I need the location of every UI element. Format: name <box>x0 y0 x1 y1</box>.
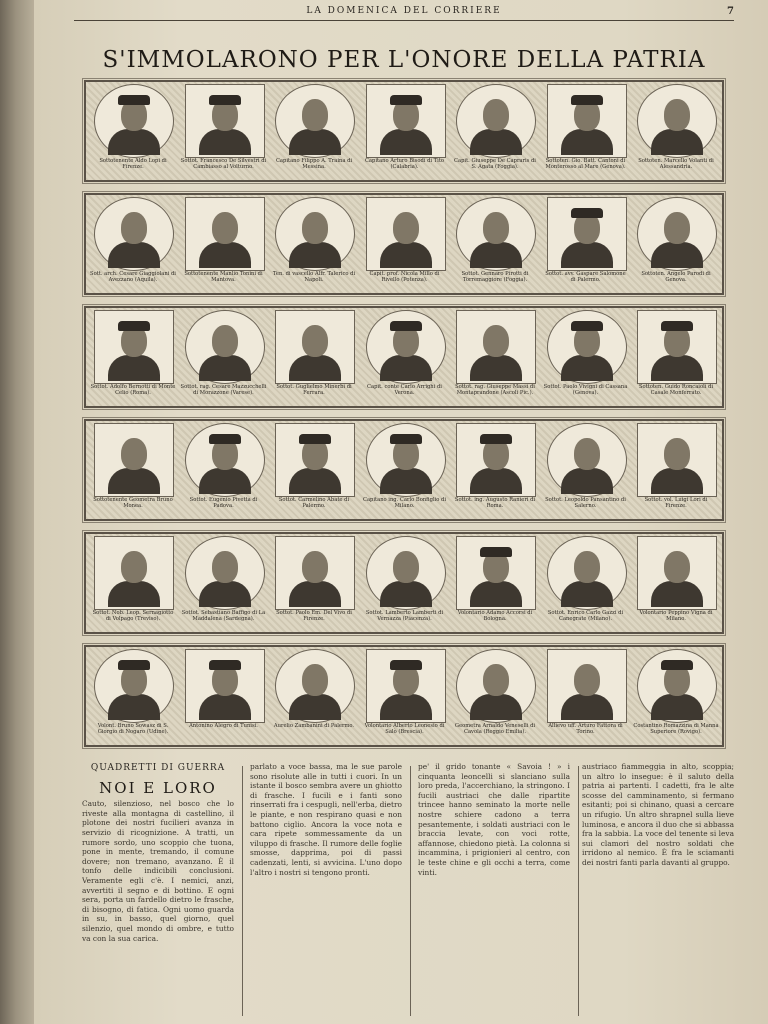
portrait-caption: Sottotenente Manlio Tonini di Mantova. <box>184 271 263 284</box>
portrait-cap <box>571 321 603 331</box>
portrait-caption: Sottoten. Guido Roncaioli di Casale Monferrato. <box>638 384 714 397</box>
portrait-body <box>380 355 432 381</box>
portrait-photo <box>185 84 265 158</box>
portrait-photo <box>94 310 174 384</box>
portrait-cap <box>209 95 241 105</box>
portrait-photo <box>547 536 627 610</box>
portrait-body <box>470 581 522 607</box>
portrait-caption: Volont. Bruno Sowasz di S. Giorgio di Nogaro (Udine). <box>97 723 169 736</box>
portrait-cell <box>543 649 629 743</box>
portrait-photo <box>366 84 446 158</box>
portrait-body <box>561 242 613 268</box>
portrait-caption: Volontario Alberto Leonesio di Salò (Brescia). <box>364 723 445 736</box>
portrait-cell <box>452 197 538 291</box>
column-divider <box>242 766 243 1016</box>
portrait-photo <box>637 536 717 610</box>
portrait-row <box>84 193 724 295</box>
portrait-body <box>651 129 703 155</box>
portrait-caption: Sottot. Paolo Em. Del Vivo di Firenze. <box>276 610 352 623</box>
portrait-cell <box>90 536 176 630</box>
portrait-cell <box>362 197 448 291</box>
portrait-cell <box>181 84 267 178</box>
portrait-caption: Capit. conte Carlo Arrighi di Verona. <box>367 384 442 397</box>
portrait-head <box>121 438 147 470</box>
portrait-cap <box>299 434 331 444</box>
portrait-body <box>199 694 251 720</box>
portrait-row <box>84 419 724 521</box>
portrait-cap <box>480 434 512 444</box>
portrait-photo <box>275 197 355 271</box>
portrait-cell <box>90 649 176 743</box>
portrait-photo <box>185 423 265 497</box>
portrait-photo <box>94 423 174 497</box>
portrait-cell <box>452 84 538 178</box>
portrait-caption: Capitano Arturo Bisodi di Tito (Calabria). <box>364 158 445 171</box>
portrait-head <box>393 212 419 244</box>
portrait-photo <box>637 197 717 271</box>
portrait-cap <box>118 321 150 331</box>
portrait-photo <box>94 536 174 610</box>
portrait-head <box>574 551 600 583</box>
portrait-caption: Geometra Arnaldo Veneselli di Cavola (Reggio Emilia). <box>454 723 536 736</box>
portrait-body <box>561 129 613 155</box>
portrait-cell <box>271 536 357 630</box>
portrait-head <box>574 664 600 696</box>
portrait-body <box>380 242 432 268</box>
masthead: LA DOMENICA DEL CORRIERE <box>306 6 502 16</box>
portrait-body <box>470 242 522 268</box>
portrait-cell <box>362 536 448 630</box>
portrait-cap <box>390 95 422 105</box>
portrait-head <box>302 551 328 583</box>
portrait-body <box>470 468 522 494</box>
portrait-cell <box>452 310 538 404</box>
portrait-head <box>393 551 419 583</box>
portrait-photo <box>366 310 446 384</box>
portrait-body <box>108 242 160 268</box>
portrait-head <box>483 212 509 244</box>
portrait-body <box>380 581 432 607</box>
portrait-photo <box>637 310 717 384</box>
portrait-photo <box>94 649 174 723</box>
portrait-body <box>651 694 703 720</box>
portrait-photo <box>547 310 627 384</box>
portrait-head <box>664 438 690 470</box>
portrait-cap <box>571 95 603 105</box>
portrait-row <box>84 645 724 747</box>
portrait-cell <box>181 197 267 291</box>
portrait-body <box>199 129 251 155</box>
article-text: austriaco fiammeggia in alto, scoppia; un altro lo insegue: è il saluto della patria ai partenti. I cadetti, fra le alte scosse del camminamento, si fermano esitanti; poi si chinano, quasi a cercare un rifugio. Un altro shrapnel sulla lieve luminosa, e ancora il duo che si abbassa fra la sabbia. La voce del tenente si leva sui clamori del nostro soldati che irridono al nemico. È fra le sciamanti dei nostri fanti parla davanti al gruppo. <box>582 762 734 867</box>
portrait-cell <box>543 197 629 291</box>
portrait-head <box>121 551 147 583</box>
portrait-caption: Capit. Giuseppe De Capraris di S. Agata (Foggia). <box>454 158 536 171</box>
portrait-body <box>561 355 613 381</box>
portrait-caption: Volontario Adamo Accorsi di Bologna. <box>457 610 533 623</box>
portrait-cell <box>90 197 176 291</box>
portrait-photo <box>456 84 536 158</box>
portrait-cell <box>543 84 629 178</box>
article-column-3 <box>418 762 570 1024</box>
newspaper-page <box>34 0 768 1024</box>
portrait-caption: Sottot. Adolfo Bernotti di Monte Celio (Roma). <box>90 384 176 397</box>
portrait-caption: Sottot. Eugenio Pivetta di Padova. <box>189 497 258 510</box>
portrait-body <box>199 468 251 494</box>
portrait-photo <box>366 197 446 271</box>
portrait-photo <box>275 310 355 384</box>
portrait-head <box>574 438 600 470</box>
portrait-caption: Volontario Peppino Vigna di Milano. <box>639 610 713 623</box>
portrait-cap <box>661 321 693 331</box>
portrait-photo <box>366 423 446 497</box>
column-divider <box>578 766 579 1016</box>
portrait-cell <box>181 536 267 630</box>
portrait-body <box>199 242 251 268</box>
portrait-photo <box>456 649 536 723</box>
portrait-photo <box>637 649 717 723</box>
page-number: 7 <box>727 6 734 17</box>
portrait-body <box>289 355 341 381</box>
portrait-cell <box>181 310 267 404</box>
portrait-photo <box>185 310 265 384</box>
portrait-body <box>380 694 432 720</box>
portrait-cell <box>543 423 629 517</box>
article-text: pe' il grido tonante « Savoia ! » i cinquanta leoncelli si slanciano sulla loro preda, l'accerchiano, la stringono. I fucili austriaci che dalle ripartite trincee hanno seminato la morte nelle nostre schiere cadono a terra pesantemente, i soldati austriaci con le braccia levate, con voci rotte, affannose, chiedono pietà. La colonna si incammina, i prigionieri al centro, con le teste chine e gli occhi a terra, come vinti. <box>418 762 570 877</box>
portrait-cell <box>271 649 357 743</box>
portrait-body <box>470 355 522 381</box>
portrait-photo <box>185 536 265 610</box>
portrait-cap <box>118 95 150 105</box>
portrait-caption: Sottot. rag. Cesare Mazzucchelli di Morazzone (Varese). <box>180 384 267 397</box>
portrait-cell <box>543 536 629 630</box>
portrait-body <box>470 129 522 155</box>
page-title: S'IMMOLARONO PER L'ONORE DELLA PATRIA <box>102 47 706 74</box>
portrait-caption: Allievo uff. Arturo Fattora di Torino. <box>548 723 623 736</box>
portrait-caption: Antonino Alegro di Tunisi. <box>189 723 258 729</box>
portrait-body <box>380 129 432 155</box>
portrait-photo <box>366 536 446 610</box>
portrait-cell <box>90 310 176 404</box>
portrait-cap <box>209 660 241 670</box>
portrait-head <box>121 212 147 244</box>
portrait-head <box>483 325 509 357</box>
portrait-cell <box>90 84 176 178</box>
portrait-body <box>108 468 160 494</box>
portrait-body <box>199 355 251 381</box>
portrait-body <box>651 355 703 381</box>
portrait-body <box>561 581 613 607</box>
portrait-photo <box>366 649 446 723</box>
portrait-caption: Sottotenente Geometra Bruno Monea. <box>93 497 173 510</box>
portrait-head <box>664 551 690 583</box>
portrait-body <box>561 694 613 720</box>
portrait-photo <box>547 197 627 271</box>
portrait-cell <box>633 536 719 630</box>
portrait-caption: Sottot. Carmelino Abate di Palermo. <box>278 497 350 510</box>
article-column-4 <box>582 762 734 1024</box>
portrait-caption: Sottot. Leopoldo Pansantino di Salerno. <box>545 497 626 510</box>
portrait-row <box>84 80 724 182</box>
portrait-cell <box>181 649 267 743</box>
portrait-photo <box>637 84 717 158</box>
portrait-head <box>302 664 328 696</box>
portrait-cap <box>390 321 422 331</box>
portrait-caption: Sottoten. Gio. Batt. Cantoni di Monterosso al Mare (Genova). <box>545 158 626 171</box>
portrait-photo <box>456 310 536 384</box>
portrait-cap <box>390 434 422 444</box>
portrait-photo <box>637 423 717 497</box>
portrait-caption: Costantino Romazzina di Manna Superiore (Rovigo). <box>633 723 719 736</box>
portrait-photo <box>275 423 355 497</box>
portrait-photo <box>456 197 536 271</box>
portrait-cell <box>271 310 357 404</box>
portrait-caption: Sottot. Paolo Vivigni di Cassana (Genova). <box>543 384 628 397</box>
portrait-cell <box>633 649 719 743</box>
portrait-head <box>212 551 238 583</box>
portrait-photo <box>456 536 536 610</box>
article-title: NOI E LORO <box>99 778 217 797</box>
portrait-caption: Capitano Filippo A. Traina di Messina. <box>275 158 353 171</box>
running-head <box>74 4 734 21</box>
portrait-cell <box>633 310 719 404</box>
portrait-cell <box>271 197 357 291</box>
portrait-cell <box>633 84 719 178</box>
portrait-caption: Sottot. Gennaro Pirotti di Torremaggiore (Foggia). <box>461 271 529 284</box>
portrait-row <box>84 532 724 634</box>
portrait-head <box>302 99 328 131</box>
portrait-cell <box>271 84 357 178</box>
portrait-photo <box>456 423 536 497</box>
portrait-cell <box>633 423 719 517</box>
portrait-cap <box>480 547 512 557</box>
portrait-photo <box>94 197 174 271</box>
portrait-photo <box>185 649 265 723</box>
portrait-head <box>302 212 328 244</box>
article-columns <box>82 762 734 1024</box>
portrait-cell <box>452 649 538 743</box>
portrait-head <box>302 325 328 357</box>
article-text: parlato a voce bassa, ma le sue parole sono risolute alle in tutti i cuori. In un istante il bosco sembra avere un ghiotto di frasche. I fucili e i fanti sono rinserrati fra i cespugli, nell'erba, dietro le piante, e non respirano quasi e non battono ciglio. Ancora la voce nota e cara ripete sommessamente da un viluppo di frasche. Il rumore delle foglie smosse, dapprima, poi di passi cadenzati, lenti, si avvicina. L'uno dopo l'altro i nostri si tengono pronti. <box>250 762 402 877</box>
portrait-cap <box>661 660 693 670</box>
portrait-cell <box>543 310 629 404</box>
portrait-body <box>289 242 341 268</box>
portrait-grid <box>84 80 724 758</box>
portrait-photo <box>185 197 265 271</box>
portrait-caption: Sottoten. Marcello Volanti di Alessandria. <box>638 158 714 171</box>
portrait-photo <box>547 84 627 158</box>
portrait-cell <box>271 423 357 517</box>
portrait-photo <box>275 84 355 158</box>
portrait-caption: Sottot. Nob. Leop. Sernagiotto di Volpago (Treviso). <box>92 610 174 623</box>
portrait-cell <box>362 310 448 404</box>
portrait-caption: Sottotenente Aldo Lopi di Firenze. <box>99 158 167 171</box>
portrait-caption: Sottot. rag. Giuseppe Massi di Montaprandone (Ascoli Pic.). <box>455 384 535 397</box>
portrait-caption: Capitano ing. Carlo Bonfiglio di Milano. <box>362 497 447 510</box>
portrait-head <box>483 664 509 696</box>
portrait-cell <box>362 649 448 743</box>
portrait-caption: Sottot. ing. Augusto Ranieri di Roma. <box>454 497 536 510</box>
portrait-caption: Sottot. Lamberto Lamberti di Vernazza (Piacenza). <box>365 610 444 623</box>
portrait-cell <box>452 423 538 517</box>
portrait-caption: Capit. prof. Nicola Millo di Rivello (Potenza). <box>369 271 440 284</box>
portrait-caption: Sottot. Francesco De Silvestri di Cambiasso al Volturno. <box>180 158 267 171</box>
portrait-photo <box>275 649 355 723</box>
portrait-body <box>651 242 703 268</box>
portrait-cap <box>390 660 422 670</box>
section-title: QUADRETTI DI GUERRA <box>90 763 226 773</box>
portrait-photo <box>94 84 174 158</box>
article-column-2 <box>250 762 402 1024</box>
portrait-body <box>380 468 432 494</box>
portrait-body <box>108 694 160 720</box>
portrait-body <box>651 581 703 607</box>
portrait-cap <box>118 660 150 670</box>
portrait-photo <box>275 536 355 610</box>
portrait-photo <box>547 423 627 497</box>
portrait-caption: Sottot. Guglielmo Minerbi di Ferrara. <box>276 384 352 397</box>
portrait-head <box>664 99 690 131</box>
portrait-cell <box>362 423 448 517</box>
portrait-head <box>212 325 238 357</box>
portrait-cap <box>571 208 603 218</box>
portrait-body <box>289 694 341 720</box>
portrait-cell <box>362 84 448 178</box>
portrait-body <box>651 468 703 494</box>
portrait-body <box>108 129 160 155</box>
article-text: Cauto, silenzioso, nel bosco che lo riveste alla montagna di castellino, il plotone dei nostri fucilieri avanza in servizio di ricognizione. A tratti, un rumore sordo, uno scoppio che tuona, pone in mente, tremando, il comune dovere; non tremano, avanzano. È il tonfo delle indicibili conclusioni. Veramente egli c'è. I nemici, anzi, avvertiti il segno e di bottino. E ogni sera, porta un fardello dietro le frasche, di bisogno, di fatica. Ogni uomo guarda in su, in basso, quel giorno, quel silenzio, quel mondo di ombre, e tutto va con la sua carica. <box>82 799 234 943</box>
portrait-head <box>664 212 690 244</box>
portrait-cap <box>209 434 241 444</box>
portrait-body <box>289 581 341 607</box>
portrait-caption: Aurelio Zambanini di Palermo. <box>273 723 355 729</box>
portrait-caption: Sottot. Enrico Carlo Gazzi di Canegrate (Milano). <box>547 610 624 623</box>
portrait-caption: Sottot. avv. Gaspare Salomone di Palermo. <box>545 271 626 284</box>
portrait-body <box>289 468 341 494</box>
portrait-head <box>483 99 509 131</box>
column-divider <box>410 766 411 1016</box>
portrait-caption: Sott. arch. Cesare Giaggiolani di Avezzano (Aquila). <box>90 271 176 284</box>
portrait-body <box>108 355 160 381</box>
portrait-cell <box>181 423 267 517</box>
portrait-body <box>289 129 341 155</box>
portrait-body <box>561 468 613 494</box>
portrait-head <box>212 212 238 244</box>
portrait-body <box>108 581 160 607</box>
portrait-row <box>84 306 724 408</box>
article-column-1 <box>82 762 234 1024</box>
portrait-cell <box>633 197 719 291</box>
portrait-caption: Ten. di vascello Alfr. Talerico di Napoli. <box>272 271 356 284</box>
portrait-caption: Sottot. Sebastiano Baffigo di La Maddalena (Sardegna). <box>181 610 266 623</box>
portrait-cell <box>90 423 176 517</box>
portrait-caption: Sottoten. Angelo Parodi di Genova. <box>641 271 711 284</box>
portrait-photo <box>547 649 627 723</box>
portrait-body <box>199 581 251 607</box>
portrait-caption: Sottot. vol. Luigi Lori di Firenze. <box>644 497 708 510</box>
portrait-cell <box>452 536 538 630</box>
portrait-body <box>470 694 522 720</box>
